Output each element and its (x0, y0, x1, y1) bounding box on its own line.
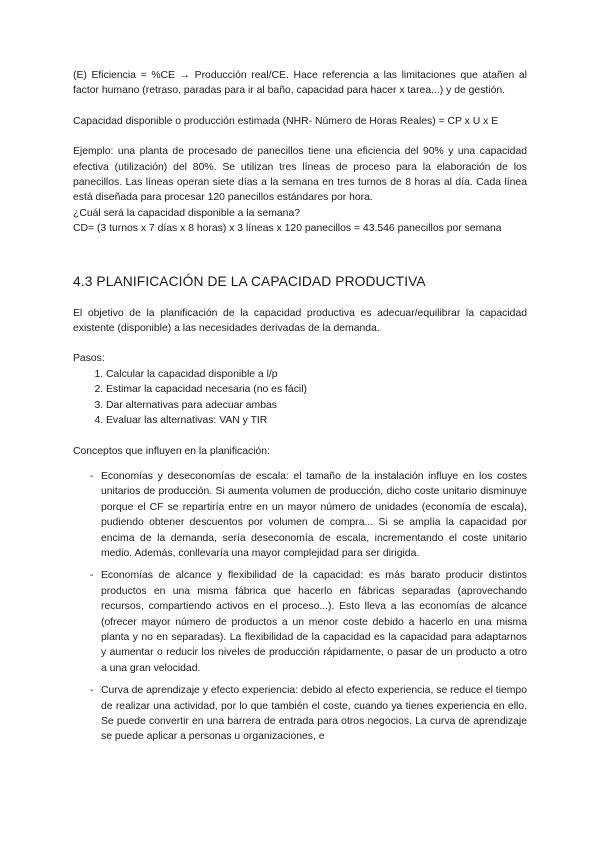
pregunta-line: ¿Cuál será la capacidad disponible a la semana? (73, 207, 301, 219)
paso-item: 4. Evaluar las alternativas: VAN y TIR (106, 413, 527, 428)
pasos-list (73, 367, 527, 429)
pasos-label: Pasos: (73, 353, 105, 365)
capacidad-formula: Capacidad disponible o producción estimada (NHR- Número de Horas Reales) = CP x U x E (73, 115, 499, 127)
concepto-item: - Economías de alcance y flexibilidad de la capacidad: es más barato producir distintos productos en una misma fábrica que hacerlo en fábricas separadas (aprovechando recursos, compartiendo activos en el proceso...). Esto lleva a las economías de alcance (ofrecer mayor número de productos a un menor coste debido a hacerlo en una misma planta y no en separadas). La flexibilidad de la capacidad es la capacidad para adaptarnos y aumentar o reducir los niveles de producción rápidamente, o pasar de un producto a otro a una gran velocidad. (90, 570, 527, 674)
conceptos-label: Conceptos que influyen en la planificación: (73, 445, 270, 457)
paso-item: 3. Dar alternativas para adecuar ambas (106, 398, 527, 413)
objetivo-paragraph: El objetivo de la planificación de la capacidad productiva es adecuar/equilibrar la capacidad existente (disponible) a las necesidades derivadas de la demanda. (73, 307, 527, 335)
concepto-item: - Curva de aprendizaje y efecto experiencia: debido al efecto experiencia, se reduce el tiempo de realizar una actividad, por lo que también el coste, cuando ya tienes experiencia en ello. Se puede convertir en una barrera de entrada para otros negocios. La curva de aprendizaje se puede aplicar a personas u organizaciones, e (90, 685, 527, 743)
paso-item: 2. Estimar la capacidad necesaria (no es fácil) (106, 382, 527, 397)
concepto-text: Economías y deseconomías de escala: el tamaño de la instalación influye en los costes unitarios de producción. Si aumenta volumen de producción, dicho coste unitario disminuye porque el CF se repartiría entre en un mayor número de unidades (economía de escala), pudiendo obtener descuentos por volumen de compra... Si se amplía la capacidad por encima de la demanda, sería deseconomía de escala, incrementando el coste unitario medio. Además, conllevaría una mayor complejidad para ser dirigida. (101, 470, 527, 559)
section-heading: 4.3 PLANIFICACIÓN DE LA CAPACIDAD PRODUCTIVA (73, 273, 426, 289)
concepto-item: - Economías y deseconomías de escala: el tamaño de la instalación influye en los costes unitarios de producción. Si aumenta volumen de producción, dicho coste unitario disminuye porque el CF se repartiría entre en un mayor número de unidades (economía de escala), pudiendo obtener descuentos por volumen de compra... Si se amplía la capacidad por encima de la demanda, sería deseconomía de escala, incrementando el coste unitario medio. Además, conllevaría una mayor complejidad para ser dirigida. (90, 470, 527, 559)
ejemplo-paragraph: Ejemplo: una planta de procesado de panecillos tiene una eficiencia del 90% y una capacidad efectiva (utilización) del 80%. Se utilizan tres líneas de proceso para la elaboración de los panecillos. Las líneas operan siete días a la semana en tres turnos de 8 horas al día. Cada línea está diseñada para procesar 120 panecillos estándares por hora. (73, 146, 527, 204)
concepto-text: Economías de alcance y flexibilidad de la capacidad: es más barato producir distintos productos en una misma fábrica que hacerlo en fábricas separadas (aprovechando recursos, compartiendo activos en el proceso...). Esto lleva a las economías de alcance (ofrecer mayor número de productos a un menor coste debido a hacerlo en una misma planta y no en separadas). La flexibilidad de la capacidad es la capacidad para adaptarnos y aumentar o reducir los niveles de producción rápidamente, o pasar de un producto a otro a una gran velocidad. (101, 570, 527, 674)
eficiencia-paragraph: (E) Eficiencia = %CE → Producción real/CE. Hace referencia a las limitaciones que atañen al factor humano (retraso, paradas para ir al baño, capacidad para hacer x tarea...) y de gestión. (73, 70, 527, 97)
document-page (73, 68, 527, 752)
conceptos-list (73, 469, 527, 745)
concepto-text: Curva de aprendizaje y efecto experiencia: debido al efecto experiencia, se reduce el tiempo de realizar una actividad, por lo que también el coste, cuando ya tienes experiencia en ello. Se puede convertir en una barrera de entrada para otros negocios. La curva de aprendizaje se puede aplicar a personas u organizaciones, e (101, 685, 527, 743)
paso-item: 1. Calcular la capacidad disponible a l/p (106, 367, 527, 382)
resultado-line: CD= (3 turnos x 7 días x 8 horas) x 3 líneas x 120 panecillos = 43.546 panecillos por semana (73, 223, 502, 235)
